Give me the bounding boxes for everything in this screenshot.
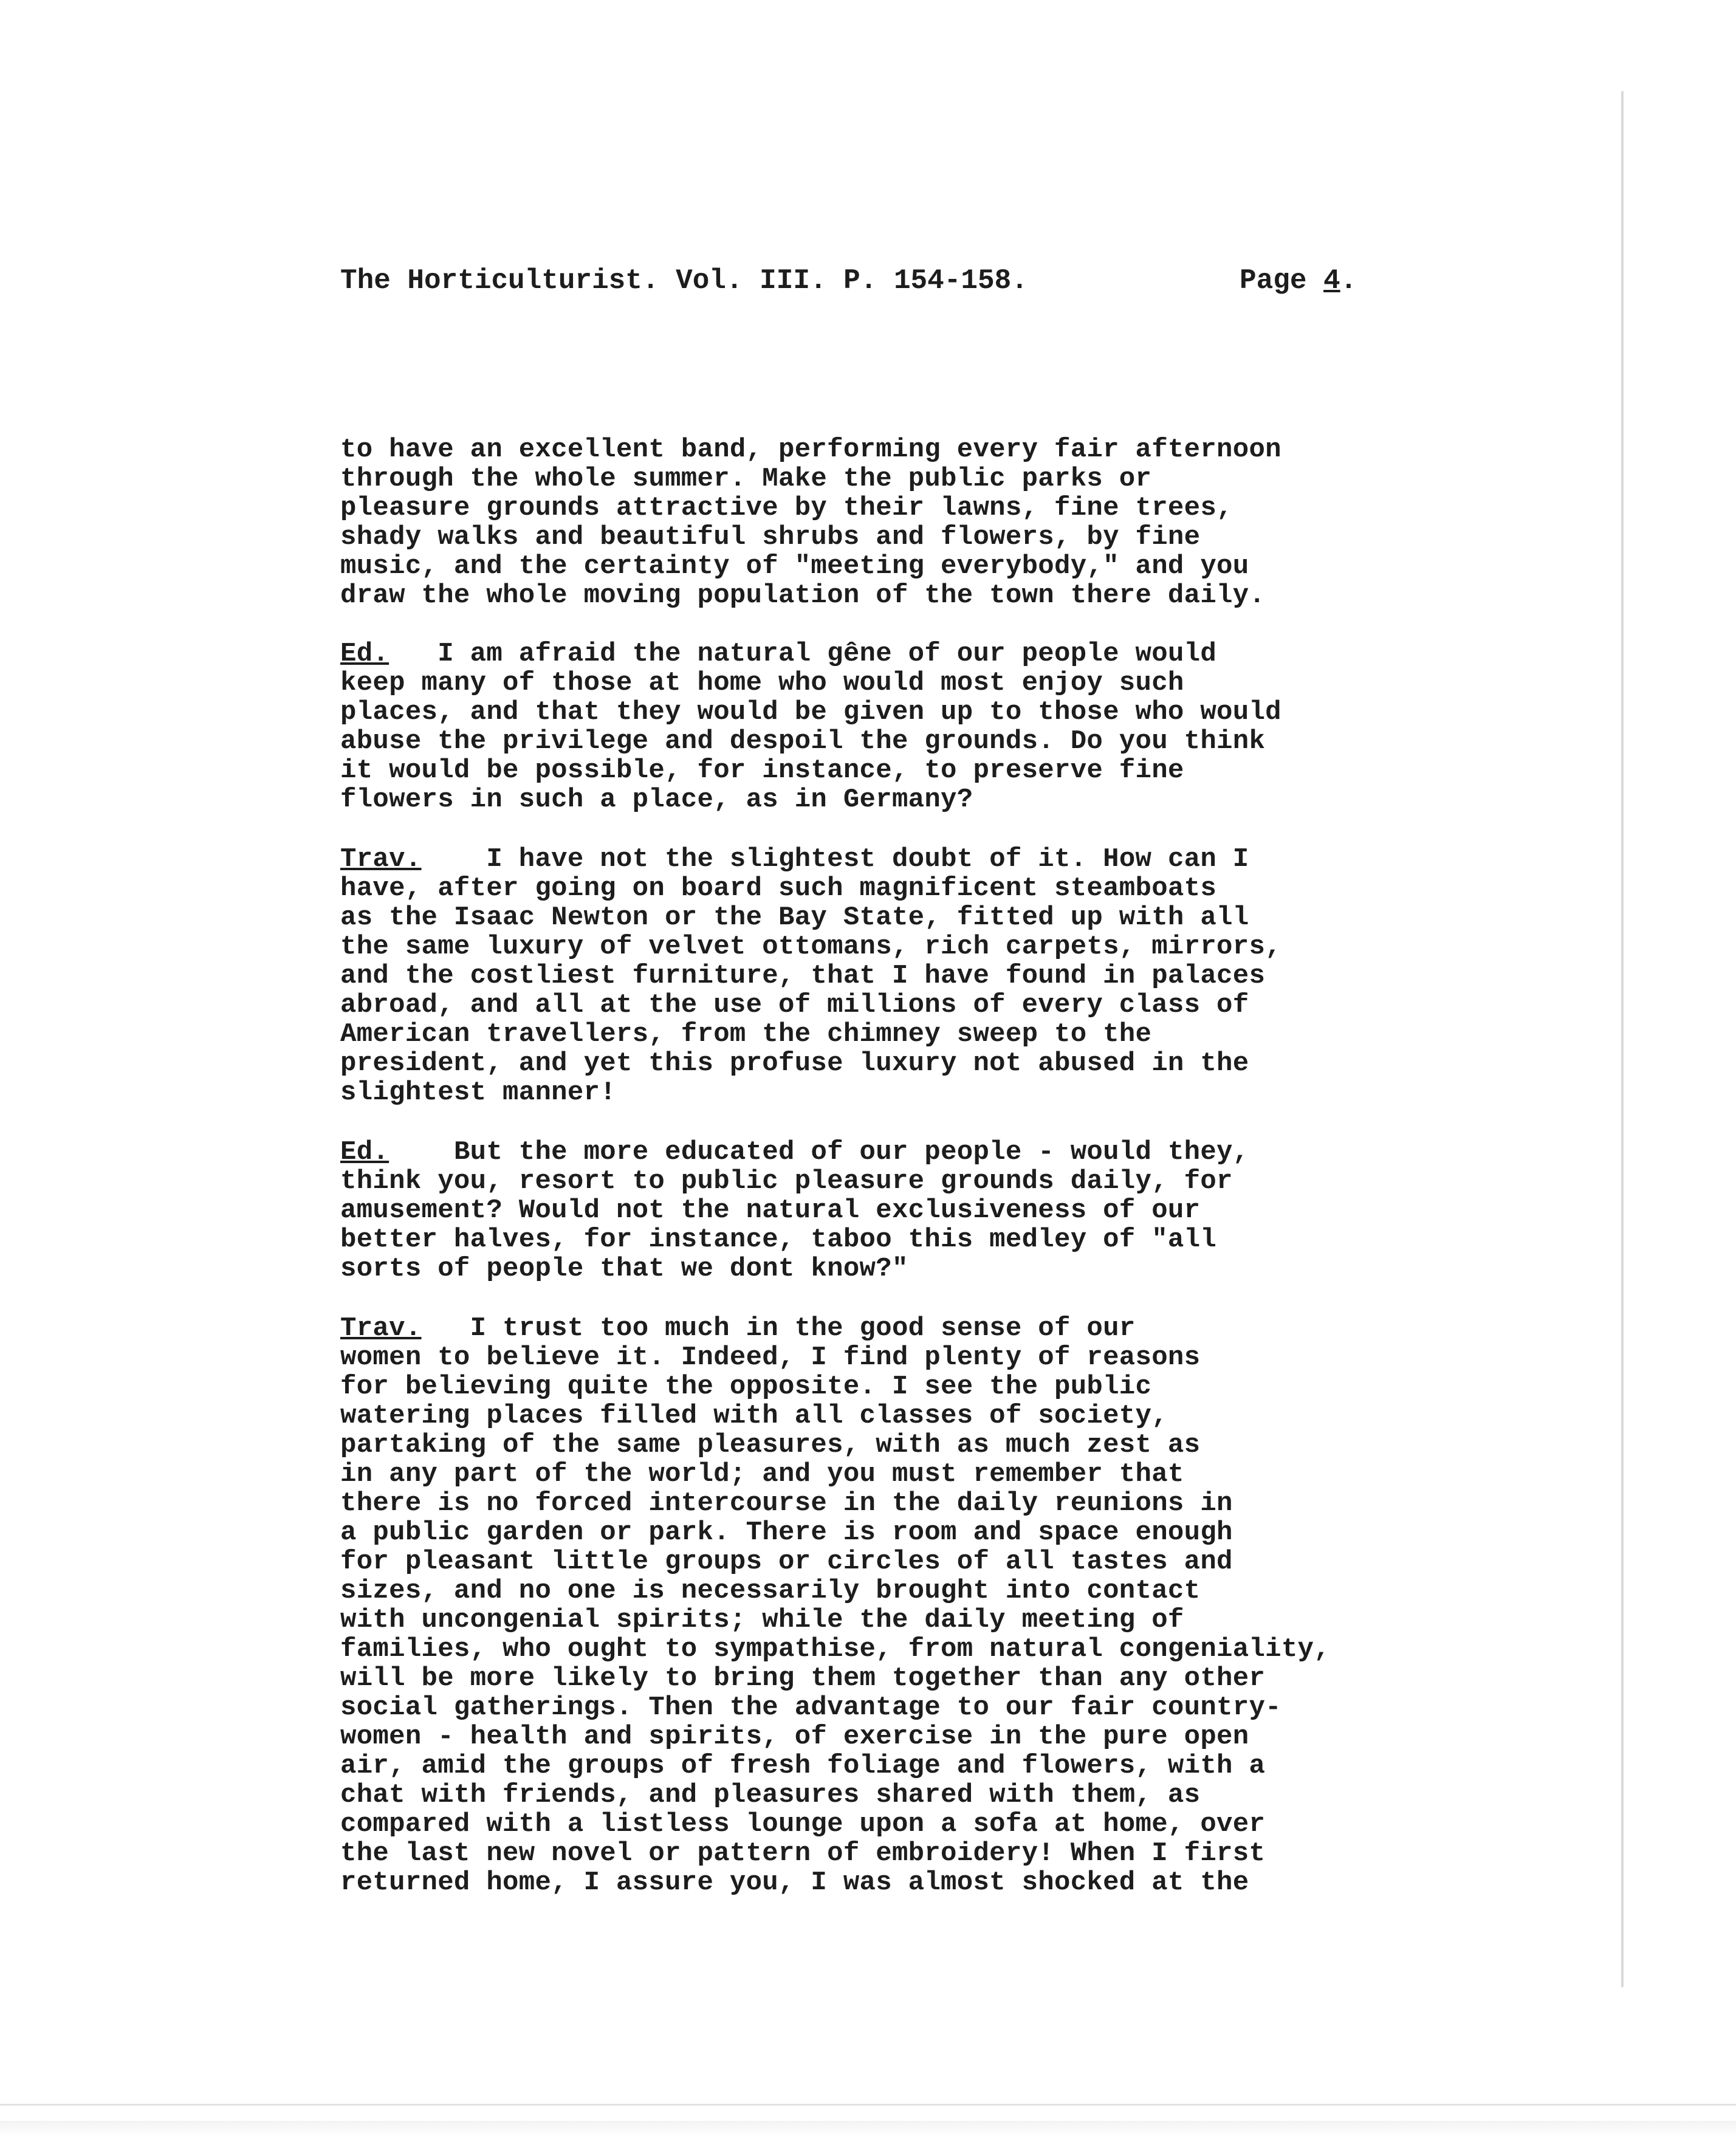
text-line: places, and that they would be given up to those who would xyxy=(340,697,1281,727)
text-line: pleasure grounds attractive by their lawns, fine trees, xyxy=(340,493,1233,523)
text-line: it would be possible, for instance, to preserve fine xyxy=(340,755,1184,786)
text-line: music, and the certainty of "meeting everybody," and you xyxy=(340,551,1249,582)
paragraph-traveller xyxy=(340,1314,1483,1897)
text-line: there is no forced intercourse in the daily reunions in xyxy=(340,1488,1233,1519)
text-line: slightest manner! xyxy=(340,1077,616,1108)
page-label-suffix: . xyxy=(1340,265,1357,297)
page-header-page-label xyxy=(1240,256,1357,305)
text-line: women - health and spirits, of exercise in the pure open xyxy=(340,1722,1249,1752)
text-line: social gatherings. Then the advantage to our fair country- xyxy=(340,1692,1281,1723)
page-header-title: The Horticulturist. Vol. III. P. 154-158. xyxy=(340,265,1028,297)
text-line: for pleasant little groups or circles of all tastes and xyxy=(340,1547,1233,1577)
text-line: have, after going on board such magnificent steamboats xyxy=(340,873,1217,904)
text-line: shady walks and beautiful shrubs and flowers, by fine xyxy=(340,522,1201,552)
paragraph-traveller xyxy=(340,845,1483,1107)
text-line: air, amid the groups of fresh foliage and flowers, with a xyxy=(340,1751,1266,1781)
paragraph-editor xyxy=(340,639,1483,814)
text-line: compared with a listless lounge upon a sofa at home, over xyxy=(340,1809,1266,1839)
text-line: in any part of the world; and you must remember that xyxy=(340,1459,1184,1489)
text-line: chat with friends, and pleasures shared with them, as xyxy=(340,1780,1201,1810)
text-line-with-speaker xyxy=(340,1138,1483,1167)
speaker-label: Trav. xyxy=(340,844,422,874)
text-line: keep many of those at home who would most enjoy such xyxy=(340,668,1184,698)
text-line: sorts of people that we dont know?" xyxy=(340,1254,908,1284)
text-line: through the whole summer. Make the public parks or xyxy=(340,464,1152,494)
text-line: draw the whole moving population of the town there daily. xyxy=(340,580,1266,611)
paragraph-continuation xyxy=(340,435,1483,610)
text-line: president, and yet this profuse luxury not abused in the xyxy=(340,1048,1249,1079)
text-line: sizes, and no one is necessarily brought into contact xyxy=(340,1576,1201,1606)
page-number: 4 xyxy=(1323,265,1340,297)
text-line-rest: I am afraid the natural gêne of our people would xyxy=(437,639,1217,669)
text-line: and the costliest furniture, that I have found in palaces xyxy=(340,961,1266,991)
page-header xyxy=(340,256,1373,305)
paragraph-editor xyxy=(340,1138,1483,1283)
text-line: American travellers, from the chimney sweep to the xyxy=(340,1019,1152,1049)
text-line-rest: I trust too much in the good sense of our xyxy=(470,1313,1136,1344)
text-line: the same luxury of velvet ottomans, rich carpets, mirrors, xyxy=(340,932,1281,962)
speaker-label: Ed. xyxy=(340,1137,389,1167)
text-line: partaking of the same pleasures, with as much zest as xyxy=(340,1430,1201,1460)
text-line: with uncongenial spirits; while the daily meeting of xyxy=(340,1605,1184,1635)
text-line: the last new novel or pattern of embroidery! When I first xyxy=(340,1838,1266,1869)
text-line: women to believe it. Indeed, I find plenty of reasons xyxy=(340,1342,1201,1373)
text-line: to have an excellent band, performing every fair afternoon xyxy=(340,434,1281,465)
text-line-with-speaker xyxy=(340,1314,1483,1343)
text-line: watering places filled with all classes of society, xyxy=(340,1401,1168,1431)
text-line: amusement? Would not the natural exclusiveness of our xyxy=(340,1195,1201,1226)
text-line: better halves, for instance, taboo this medley of "all xyxy=(340,1224,1217,1255)
text-line: for believing quite the opposite. I see the public xyxy=(340,1372,1152,1402)
text-line: as the Isaac Newton or the Bay State, fitted up with all xyxy=(340,902,1249,933)
text-line: returned home, I assure you, I was almost shocked at the xyxy=(340,1867,1249,1898)
text-line: will be more likely to bring them together than any other xyxy=(340,1663,1266,1694)
text-line: abuse the privilege and despoil the grounds. Do you think xyxy=(340,726,1266,757)
text-line-rest: But the more educated of our people - would they, xyxy=(453,1137,1249,1167)
text-line-with-speaker xyxy=(340,845,1483,874)
page-label-prefix: Page xyxy=(1240,265,1324,297)
text-line: think you, resort to public pleasure grounds daily, for xyxy=(340,1166,1233,1197)
text-line: abroad, and all at the use of millions of every class of xyxy=(340,990,1249,1020)
text-line-with-speaker xyxy=(340,639,1483,668)
text-line: families, who ought to sympathise, from natural congeniality, xyxy=(340,1634,1330,1664)
speaker-label: Ed. xyxy=(340,639,389,669)
text-line-rest: I have not the slightest doubt of it. How can I xyxy=(486,844,1249,874)
text-line: flowers in such a place, as in Germany? xyxy=(340,785,973,815)
speaker-label: Trav. xyxy=(340,1313,422,1344)
text-line: a public garden or park. There is room and space enough xyxy=(340,1517,1233,1548)
